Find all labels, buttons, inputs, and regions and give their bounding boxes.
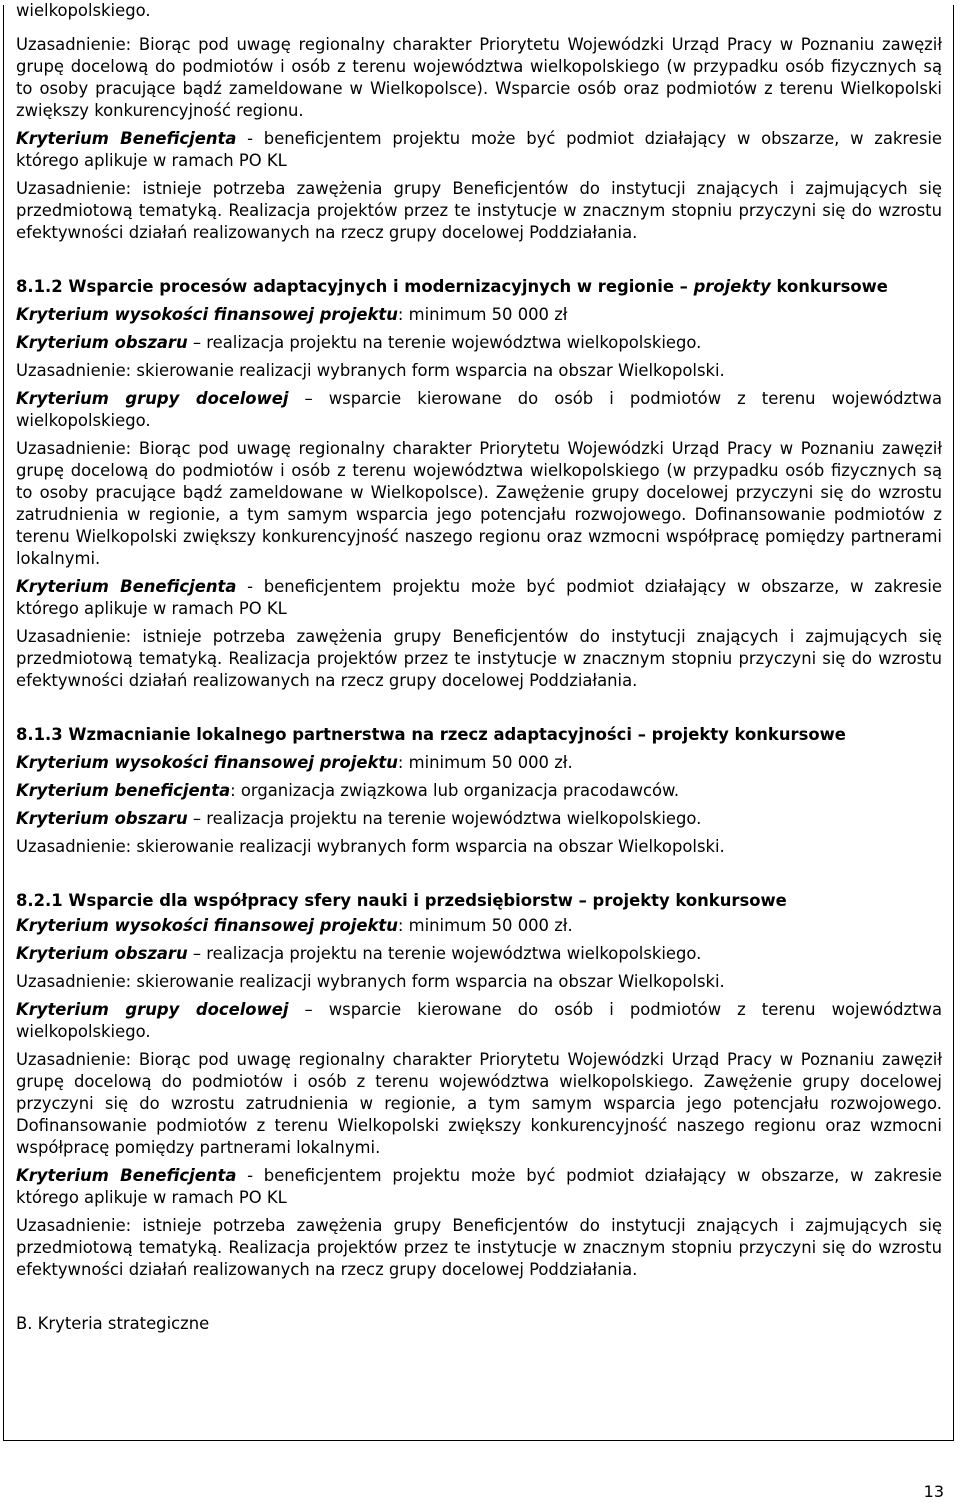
kryterium-beneficjenta-label: Kryterium Beneficjenta: [16, 1166, 237, 1185]
kryterium-grupy-label: Kryterium grupy docelowej: [16, 389, 289, 408]
section-8-1-2-heading: [16, 276, 942, 298]
kryterium-beneficjenta-label: Kryterium beneficjenta: [16, 781, 231, 800]
uzasadnienie-grupa: Uzasadnienie: Biorąc pod uwagę regionalny charakter Priorytetu Wojewódzki Urząd Pracy w Poznaniu zawęził grupę docelową do podmiotów i osób z terenu województwa wielkopolskiego (w przypadku osób fizycznych są to osoby pracujące bądź zameldowane w Wielkopolsce). Wsparcie osób oraz podmiotów z terenu Wielkopolski zwiększy konkurencyjność regionu.: [16, 35, 942, 120]
uzasadnienie-grupa: Uzasadnienie: Biorąc pod uwagę regionalny charakter Priorytetu Wojewódzki Urząd Pracy w Poznaniu zawęził grupę docelową do podmiotów i osób z terenu województwa wielkopolskiego (w przypadku osób fizycznych są to osoby pracujące bądź zameldowane w Wielkopolsce). Zawężenie grupy docelowej przyczyni się do wzrostu zatrudnienia w regionie, a tym samym wsparcia jego potencjału rozwojowego. Dofinansowanie podmiotów z terenu Wielkopolski zwiększy konkurencyjność naszego regionu oraz wzmocni współpracę pomiędzy partnerami lokalnymi.: [16, 439, 942, 568]
kryterium-finansowe-label: Kryterium wysokości finansowej projektu: [16, 916, 398, 935]
uzasadnienie-obszar: Uzasadnienie: skierowanie realizacji wybranych form wsparcia na obszar Wielkopolski.: [16, 837, 725, 856]
continuation-text: wielkopolskiego.: [16, 1, 151, 20]
kryterium-finansowe-text: : minimum 50 000 zł.: [397, 753, 573, 772]
kryterium-finansowe: [16, 752, 942, 774]
kryterium-beneficjenta-label: Kryterium Beneficjenta: [16, 129, 237, 148]
uzasadnienie-beneficjenci: Uzasadnienie: istnieje potrzeba zawężenia grupy Beneficjentów do instytucji znających i zajmujących się przedmiotową tematyką. Realizacja projektów przez te instytucje w znacznym stopniu przyczyni się do wzrostu efektywności działań realizowanych na rzecz grupy docelowej Poddziałania.: [16, 627, 942, 690]
kryterium-grupy-text: – wsparcie kierowane do osób i podmiotów z terenu województwa wielkopolskiego.: [16, 1000, 942, 1041]
kryterium-finansowe-label: Kryterium wysokości finansowej projektu: [16, 753, 398, 772]
document-body: [16, 0, 942, 1335]
kryterium-finansowe-text: : minimum 50 000 zł.: [397, 916, 573, 935]
section-8-1-2-heading-italic: projekty: [693, 277, 771, 296]
kryterium-obszaru-text: – realizacja projektu na terenie województwa wielkopolskiego.: [187, 944, 702, 963]
kryterium-beneficjenta: [16, 1165, 942, 1209]
kryterium-beneficjenta-text: - beneficjentem projektu może być podmiot działający w obszarze, w zakresie którego aplikuje w ramach PO KL: [16, 129, 943, 170]
kryterium-beneficjenta-text: - beneficjentem projektu może być podmiot działający w obszarze, w zakresie którego aplikuje w ramach PO KL: [16, 577, 943, 618]
kryterium-finansowe-text: : minimum 50 000 zł: [397, 305, 568, 324]
kryterium-obszaru: [16, 332, 942, 354]
kryterium-finansowe-label: Kryterium wysokości finansowej projektu: [16, 305, 398, 324]
section-8-2-1-heading: 8.2.1 Wsparcie dla współpracy sfery nauki i przedsiębiorstw – projekty konkursowe: [16, 891, 787, 910]
kryterium-grupy: [16, 388, 942, 432]
kryterium-grupy: [16, 999, 942, 1043]
kryterium-beneficjenta-text: : organizacja związkowa lub organizacja pracodawców.: [230, 781, 680, 800]
kryterium-obszaru-text: – realizacja projektu na terenie województwa wielkopolskiego.: [187, 809, 702, 828]
kryterium-beneficjenta-label: Kryterium Beneficjenta: [16, 577, 237, 596]
kryterium-obszaru-text: – realizacja projektu na terenie województwa wielkopolskiego.: [187, 333, 702, 352]
uzasadnienie-obszar: Uzasadnienie: skierowanie realizacji wybranych form wsparcia na obszar Wielkopolski.: [16, 972, 725, 991]
uzasadnienie-beneficjenci: Uzasadnienie: istnieje potrzeba zawężenia grupy Beneficjentów do instytucji znających i zajmujących się przedmiotową tematyką. Realizacja projektów przez te instytucje w znacznym stopniu przyczyni się do wzrostu efektywności działań realizowanych na rzecz grupy docelowej Poddziałania.: [16, 1216, 942, 1279]
kryterium-finansowe: [16, 304, 942, 326]
kryterium-beneficjenta: [16, 780, 942, 802]
kryterium-beneficjenta: [16, 576, 942, 620]
kryterium-grupy-label: Kryterium grupy docelowej: [16, 1000, 289, 1019]
section-8-1-2-heading-tail: konkursowe: [776, 277, 888, 296]
page-number: 13: [923, 1482, 944, 1501]
kryterium-finansowe: [16, 915, 942, 937]
section-8-1-2-heading-main: 8.1.2 Wsparcie procesów adaptacyjnych i modernizacyjnych w regionie –: [16, 277, 694, 296]
kryterium-beneficjenta: [16, 128, 942, 172]
kryterium-obszaru-label: Kryterium obszaru: [16, 809, 188, 828]
uzasadnienie-obszar: Uzasadnienie: skierowanie realizacji wybranych form wsparcia na obszar Wielkopolski.: [16, 361, 725, 380]
uzasadnienie-grupa: Uzasadnienie: Biorąc pod uwagę regionalny charakter Priorytetu Wojewódzki Urząd Pracy w Poznaniu zawęził grupę docelową do podmiotów i osób z terenu województwa wielkopolskiego. Zawężenie grupy docelowej przyczyni się do wzrostu zatrudnienia w regionie, a tym samym wsparcia jego potencjału rozwojowego. Dofinansowanie podmiotów z terenu Wielkopolski zwiększy konkurencyjność naszego regionu oraz wzmocni współpracę pomiędzy partnerami lokalnymi.: [16, 1050, 942, 1157]
kryterium-beneficjenta-text: - beneficjentem projektu może być podmiot działający w obszarze, w zakresie którego aplikuje w ramach PO KL: [16, 1166, 943, 1207]
kryterium-grupy-text: – wsparcie kierowane do osób i podmiotów z terenu województwa wielkopolskiego.: [16, 389, 942, 430]
kryterium-obszaru: [16, 808, 942, 830]
strategic-criteria-heading: B. Kryteria strategiczne: [16, 1314, 210, 1333]
kryterium-obszaru-label: Kryterium obszaru: [16, 333, 188, 352]
kryterium-obszaru-label: Kryterium obszaru: [16, 944, 188, 963]
kryterium-obszaru: [16, 943, 942, 965]
section-8-1-3-heading: 8.1.3 Wzmacnianie lokalnego partnerstwa na rzecz adaptacyjności – projekty konkursowe: [16, 725, 846, 744]
uzasadnienie-beneficjenci: Uzasadnienie: istnieje potrzeba zawężenia grupy Beneficjentów do instytucji znających i zajmujących się przedmiotową tematyką. Realizacja projektów przez te instytucje w znacznym stopniu przyczyni się do wzrostu efektywności działań realizowanych na rzecz grupy docelowej Poddziałania.: [16, 179, 942, 242]
